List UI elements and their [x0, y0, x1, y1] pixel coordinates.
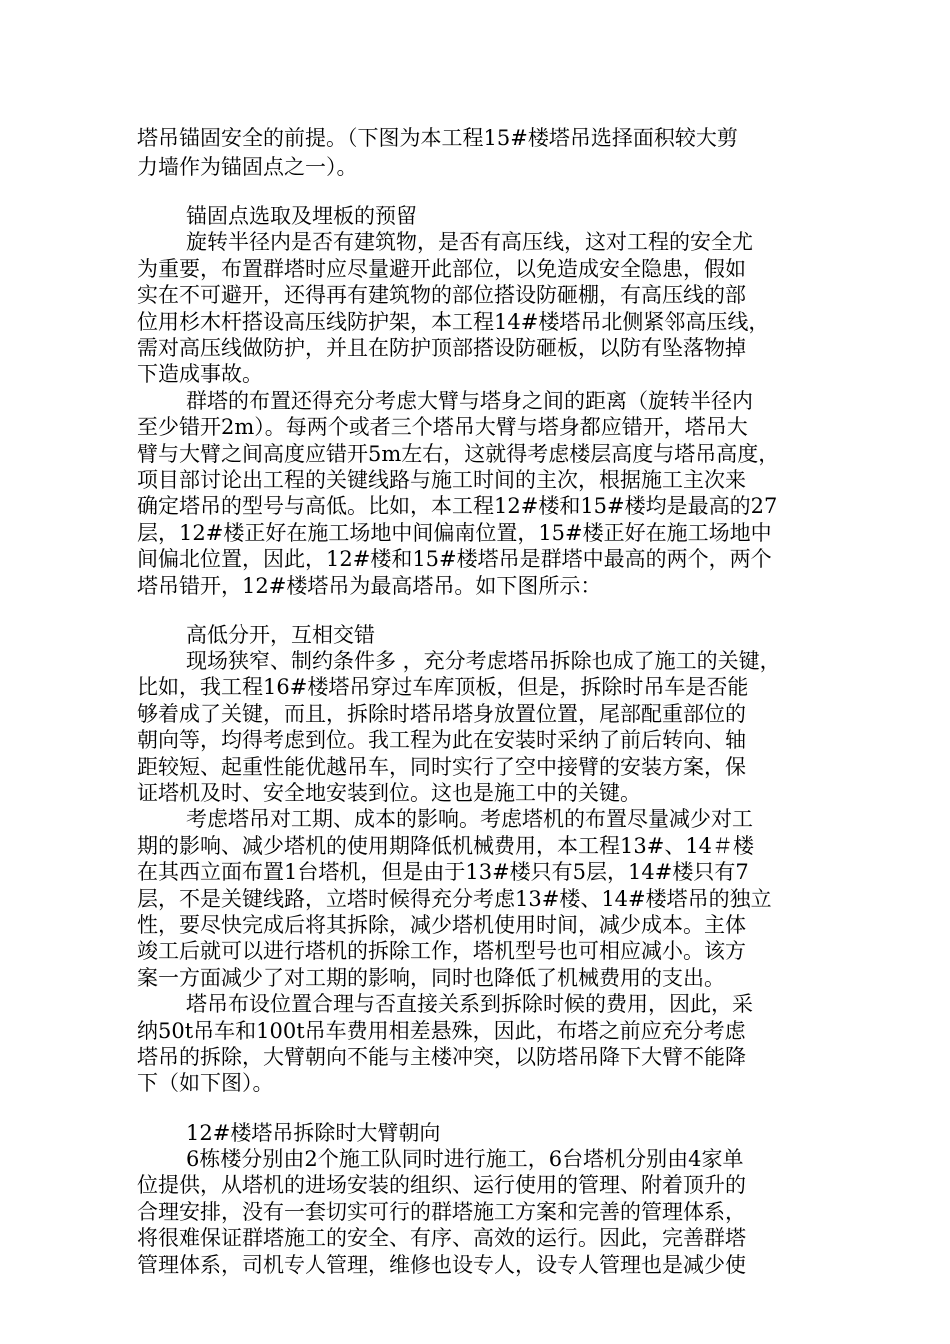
figure-caption: 锚固点选取及埋板的预留: [186, 204, 417, 228]
text-line: 项目部讨论出工程的关键线路与施工时间的主次，根据施工主次来: [137, 468, 746, 492]
text-line: 至少错开2m）。每两个或者三个塔吊大臂与塔身都应错开，塔吊大: [137, 415, 748, 439]
figure-caption: 高低分开，互相交错: [186, 623, 375, 647]
text-line: 塔吊锚固安全的前提。（下图为本工程15#楼塔吊选择面积较大剪: [137, 126, 738, 150]
text-line: 纳50t吊车和100t吊车费用相差悬殊，因此，布塔之前应充分考虑: [137, 1019, 746, 1043]
text-line: 期的影响、减少塔机的使用期降低机械费用，本工程13#、14＃楼: [137, 834, 755, 858]
text-line: 位用杉木杆搭设高压线防护架，本工程14#楼塔吊北侧紧邻高压线，: [137, 310, 770, 334]
text-line: 现场狭窄、制约条件多 ，充分考虑塔吊拆除也成了施工的关键，: [186, 649, 781, 673]
text-line: 为重要，布置群塔时应尽量避开此部位，以免造成安全隐患，假如: [137, 257, 746, 281]
text-line: 下（如下图）。: [137, 1071, 274, 1095]
text-line: 群塔的布置还得充分考虑大臂与塔身之间的距离（旋转半径内: [186, 389, 753, 413]
text-line: 下造成事故。: [137, 362, 263, 386]
text-line: 证塔机及时、安全地安装到位。这也是施工中的关键。: [137, 781, 641, 805]
figure-caption: 12#楼塔吊拆除时大臂朝向: [186, 1121, 441, 1145]
text-line: 管理体系，司机专人管理，维修也设专人，设专人管理也是减少使: [137, 1253, 746, 1277]
text-line: 臂与大臂之间高度应错开5m左右，这就得考虑楼层高度与塔吊高度，: [137, 442, 780, 466]
text-line: 塔吊错开，12#楼塔吊为最高塔吊。如下图所示：: [137, 574, 602, 598]
text-line: 位提供，从塔机的进场安装的组织、运行使用的管理、附着顶升的: [137, 1173, 746, 1197]
text-line: 性，要尽快完成后将其拆除，减少塔机使用时间，减少成本。主体: [137, 913, 746, 937]
text-line: 力墙作为锚固点之一）。: [137, 155, 358, 179]
text-line: 层，不是关键线路，立塔时候得充分考虑13#楼、14#楼塔吊的独立: [137, 887, 772, 911]
text-line: 比如，我工程16#楼塔吊穿过车库顶板，但是，拆除时吊车是否能: [137, 675, 749, 699]
text-line: 确定塔吊的型号与高低。比如，本工程12#楼和15#楼均是最高的27: [137, 494, 778, 518]
text-line: 层，12#楼正好在施工场地中间偏南位置，15#楼正好在施工场地中: [137, 521, 772, 545]
text-line: 塔吊布设位置合理与否直接关系到拆除时候的费用，因此，采: [186, 992, 753, 1016]
text-line: 够着成了关键，而且，拆除时塔吊塔身放置位置，尾部配重部位的: [137, 702, 746, 726]
text-line: 合理安排，没有一套切实可行的群塔施工方案和完善的管理体系，: [137, 1200, 746, 1224]
text-line: 实在不可避开，还得再有建筑物的部位搭设防砸棚，有高压线的部: [137, 283, 746, 307]
text-line: 间偏北位置，因此，12#楼和15#楼塔吊是群塔中最高的两个，两个: [137, 547, 772, 571]
text-line: 朝向等，均得考虑到位。我工程为此在安装时采纳了前后转向、轴: [137, 728, 746, 752]
text-line: 竣工后就可以进行塔机的拆除工作，塔机型号也可相应减小。该方: [137, 939, 746, 963]
text-line: 需对高压线做防护，并且在防护顶部搭设防砸板，以防有坠落物掉: [137, 336, 746, 360]
text-line: 将很难保证群塔施工的安全、有序、高效的运行。因此，完善群塔: [137, 1226, 746, 1250]
text-line: 旋转半径内是否有建筑物，是否有高压线，这对工程的安全尤: [186, 230, 753, 254]
text-line: 在其西立面布置1台塔机，但是由于13#楼只有5层，14#楼只有7: [137, 860, 749, 884]
text-line: 案一方面减少了对工期的影响，同时也降低了机械费用的支出。: [137, 966, 725, 990]
text-line: 考虑塔吊对工期、成本的影响。考虑塔机的布置尽量减少对工: [186, 807, 753, 831]
text-line: 距较短、起重性能优越吊车，同时实行了空中接臂的安装方案，保: [137, 755, 746, 779]
text-line: 6栋楼分别由2个施工队同时进行施工，6台塔机分别由4家单: [186, 1147, 744, 1171]
text-line: 塔吊的拆除，大臂朝向不能与主楼冲突，以防塔吊降下大臂不能降: [137, 1045, 746, 1069]
